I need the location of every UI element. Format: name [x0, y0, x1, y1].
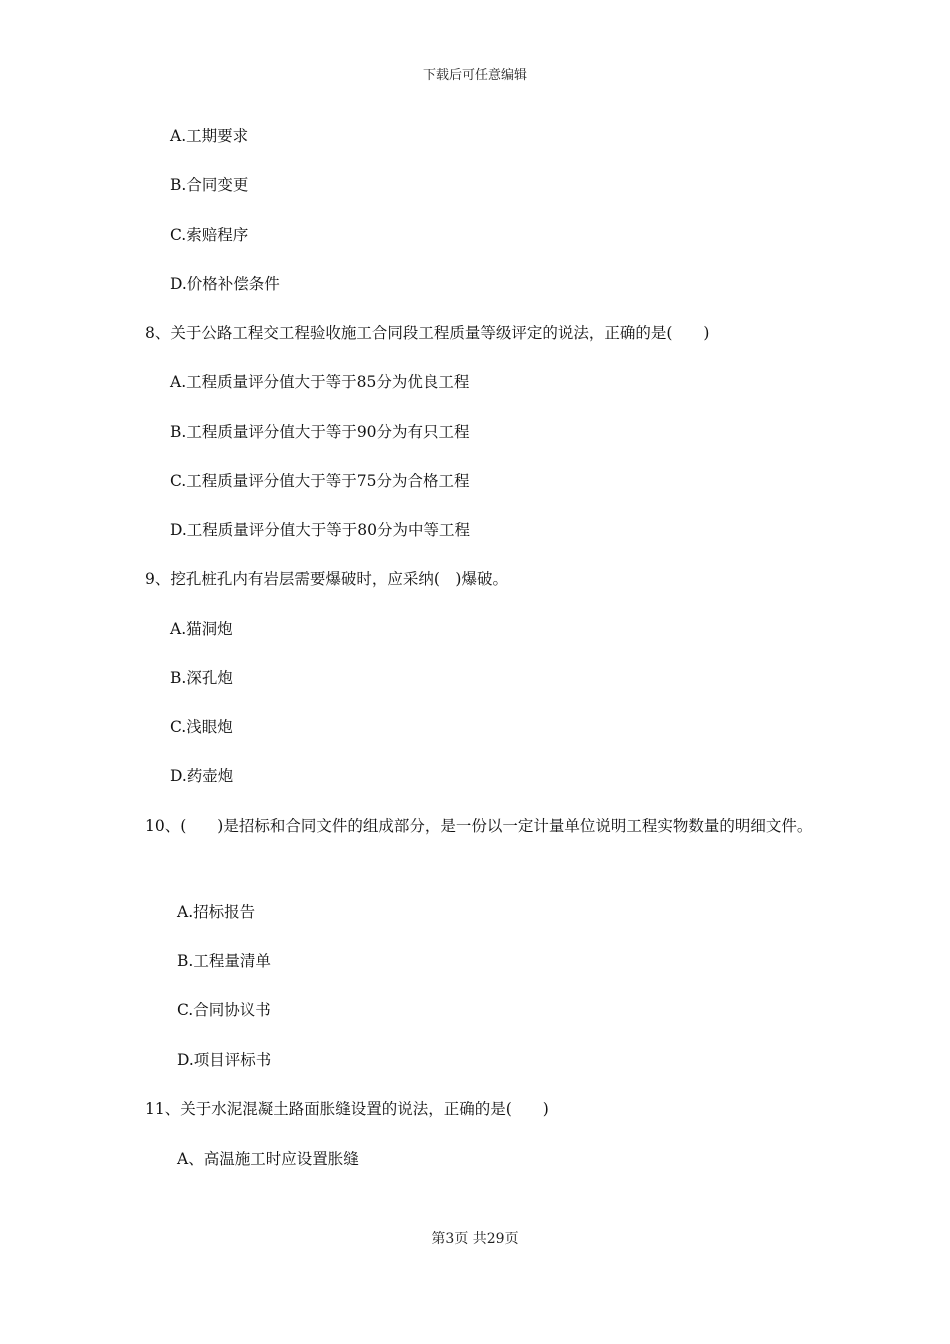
- question-9-option-d: D.药壶炮: [170, 767, 234, 785]
- question-10-option-c: C.合同协议书: [177, 1001, 271, 1019]
- question-10-option-a: A.招标报告: [177, 903, 256, 921]
- question-8-option-c: C.工程质量评分值大于等于75分为合格工程: [170, 472, 470, 490]
- question-9-stem: 9、挖孔桩孔内有岩层需要爆破时，应采纳( )爆破。: [145, 570, 508, 588]
- question-9-option-c: C.浅眼炮: [170, 718, 233, 736]
- question-10-option-d: D.项目评标书: [177, 1051, 272, 1069]
- question-8-option-d: D.工程质量评分值大于等于80分为中等工程: [170, 521, 471, 539]
- question-10-option-b: B.工程量清单: [177, 952, 271, 970]
- question-9-option-a: A.猫洞炮: [170, 620, 233, 638]
- question-11-stem: 11、关于水泥混凝土路面胀缝设置的说法，正确的是( ): [145, 1100, 549, 1118]
- question-8-stem: 8、关于公路工程交工程验收施工合同段工程质量等级评定的说法，正确的是( ): [145, 324, 710, 342]
- prev-option-a: A.工期要求: [170, 127, 249, 145]
- prev-option-d: D.价格补偿条件: [170, 275, 280, 293]
- prev-option-b: B.合同变更: [170, 176, 249, 194]
- page-footer: 第3页 共29页: [431, 1231, 519, 1247]
- page-header: 下载后可任意编辑: [422, 68, 527, 83]
- prev-option-c: C.索赔程序: [170, 226, 249, 244]
- question-8-option-a: A.工程质量评分值大于等于85分为优良工程: [170, 373, 470, 391]
- question-10-stem: 10、( )是招标和合同文件的组成部分，是一份以一定计量单位说明工程实物数量的明细文件。: [145, 817, 813, 835]
- question-11-option-a: A、高温施工时应设置胀缝: [177, 1150, 359, 1168]
- question-9-option-b: B.深孔炮: [170, 669, 233, 687]
- question-8-option-b: B.工程质量评分值大于等于90分为有只工程: [170, 423, 470, 441]
